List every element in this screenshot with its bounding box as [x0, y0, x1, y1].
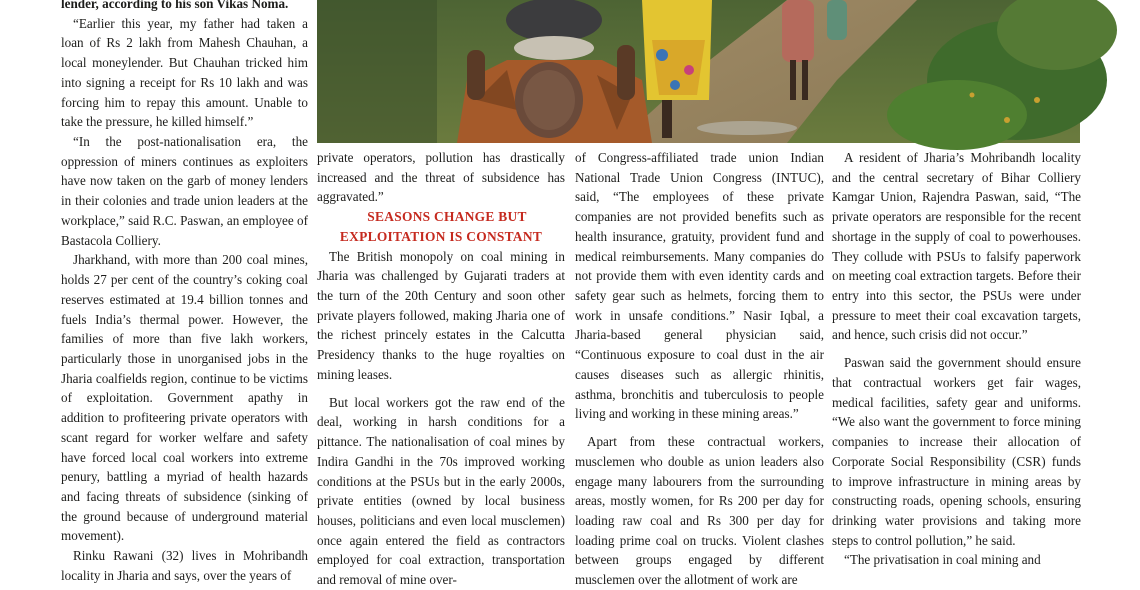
paragraph: lender, according to his son Vikas Noma. [61, 0, 289, 11]
article-column-3 [575, 148, 824, 588]
paragraph: “Earlier this year, my father had taken a loan of Rs 2 lakh from Mahesh Chauhan, a local moneylender. But Chauhan tricked him into signing a receipt for Rs 10 lakh and was forcing him to repay this amount. Unable to take the pressure, he killed himself.” [61, 15, 308, 130]
paragraph: But local workers got the raw end of the deal, working in harsh conditions for a pittance. The nationalisation of coal mines by Indira Gandhi in the 70s improved working conditions at the PSUs but in the early 2000s, private entities (owned by local business houses, politicians and even local musclemen) once again entered the field as contractors employed for coal extraction, transportation and removal of mine over- [317, 394, 565, 588]
coal-workers-photo [317, 0, 1080, 143]
paragraph: Rinku Rawani (32) lives in Mohribandh locality in Jharia and says, over the years of [61, 548, 308, 583]
article-column-4 [832, 148, 1081, 570]
paragraph: private operators, pollution has drastically increased and the threat of subsidence has aggravated.” [317, 150, 565, 205]
article-photo [317, 0, 1080, 143]
section-subheading: SEASONS CHANGE BUT EXPLOITATION IS CONSTANT [339, 209, 543, 244]
paragraph: The British monopoly on coal mining in Jharia was challenged by Gujarati traders at the turn of the 20th Century and soon other private players followed, making Jharia one of the richest princely estates in the Calcutta Presidency thanks to the huge royalties on mining leases. [317, 248, 565, 382]
paragraph: Apart from these contractual workers, musclemen who double as union leaders also engage many labourers from the surrounding areas, mostly women, for Rs 200 per day for loading raw coal and Rs 300 per day for loading prime coal on trucks. Violent clashes between groups engaged by different musclemen over the allotment of work are [575, 434, 824, 588]
paragraph: Jharkhand, with more than 200 coal mines, holds 27 per cent of the country’s coking coal reserves estimated at 19.4 billion tonnes and fuels India’s thermal power. However, the families of more than five lakh workers, particularly those in unorganised jobs in the Jharia coalfields region, continue to be victims of exploitation. Government apathy in addition to profiteering private operators with scant regard for worker welfare and safety have forced local coal workers into extreme penury, battling a myriad of health hazards and facing threats of subsidence (sinking of the ground because of underground material movement). [61, 252, 308, 544]
paragraph: of Congress-affiliated trade union Indian National Trade Union Congress (INTUC), said, “The employees of these private companies are not provided benefits such as health insurance, gratuity, provident fund and medical reimbursements. Many companies do not provide them with even identity cards and safety gear such as helmets, forcing them to work in unsafe conditions.” Nasir Iqbal, a Jharia-based general physician said, “Continuous exposure to coal dust in the air causes diseases such as allergic rhinitis, asthma, bronchitis and tuberculosis to people living and working in these mining areas.” [575, 150, 824, 422]
paragraph: Paswan said the government should ensure that contractual workers get fair wages, medical facilities, safety gear and uniforms. “We also want the government to force mining companies to increase their allocation of Corporate Social Responsibility (CSR) funds to improve infrastructure in mining areas by constructing roads, opening schools, ensuring drinking water provisions and taking more steps to control pollution,” he said. [832, 355, 1081, 548]
article-column-2 [317, 148, 565, 588]
paragraph: “In the post-nationalisation era, the oppression of miners continues as exploiters have now taken on the garb of money lenders in their colonies and trade union leaders at the workplace,” said R.C. Paswan, an employee of Bastacola Colliery. [61, 134, 308, 248]
article-column-1 [61, 0, 308, 583]
paragraph: “The privatisation in coal mining and [844, 552, 1041, 568]
paragraph: A resident of Jharia’s Mohribandh locality and the central secretary of Bihar Colliery Kamgar Union, Rajendra Paswan, said, “The private operators are responsible for the recent shortage in the supply of coal to powerhouses. They collude with PSUs to falsify paperwork on meeting coal extraction targets. Before their entry into this sector, the PSUs were under pressure to meet their coal excavation targets, and hence, such crisis did not occur.” [832, 150, 1081, 343]
